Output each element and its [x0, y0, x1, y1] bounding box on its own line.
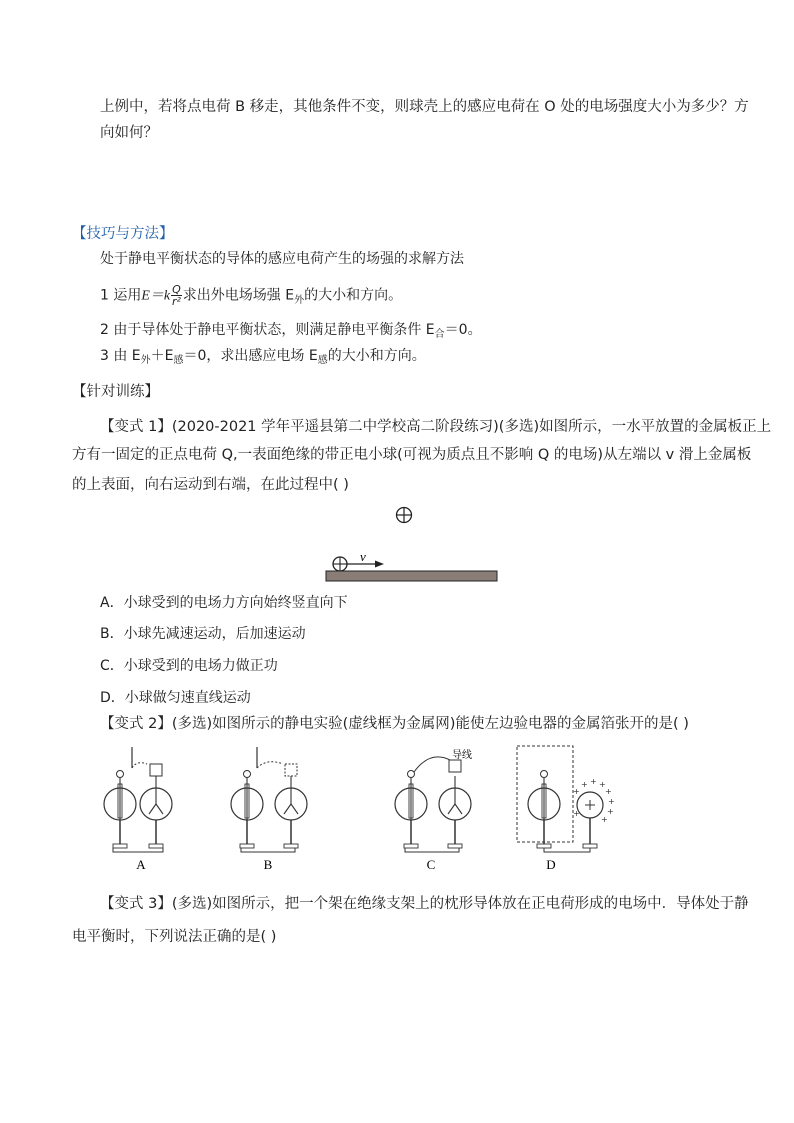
variant-1-line-3: 的上表面，向右运动到右端，在此过程中( ): [72, 477, 349, 493]
label-a: A: [136, 857, 146, 872]
label-b: B: [263, 857, 273, 872]
training-heading: 【针对训练】: [72, 384, 159, 400]
skills-step-2: 2 由于导体处于静电平衡状态，则满足静电平衡条件 $E_合=0$。: [100, 322, 482, 340]
velocity-label: v: [360, 549, 366, 564]
setup-d: [517, 746, 615, 872]
svg-text:+: +: [607, 807, 614, 816]
setup-a: [104, 747, 172, 872]
variant-1-line-2: 方有一固定的正点电荷 Q,一表面绝缘的带正电小球(可视为质点且不影响 Q 的电场)从左端以 v 滑上金属板: [72, 447, 752, 463]
option-d: D．小球做匀速直线运动: [100, 690, 251, 706]
skills-step-3: 3 由 $E_外+E_感=0$，求出感应电场 $E_感$的大小和方向。: [100, 348, 426, 366]
svg-text:+: +: [601, 815, 608, 824]
svg-text:+: +: [608, 797, 615, 806]
question-line-2: 向如何？: [100, 125, 158, 141]
svg-text:+: +: [599, 780, 606, 789]
setup-b: [231, 747, 307, 872]
skills-intro: 处于静电平衡状态的导体的感应电荷产生的场强的求解方法: [100, 251, 464, 267]
svg-text:+: +: [605, 787, 612, 796]
metal-mesh: [517, 746, 573, 842]
label-c: C: [426, 857, 436, 872]
positive-charge-q-icon: [397, 508, 412, 523]
skills-step-1: 1 运用E＝k $\frac{Q}{\text{r²}}$ 求出外电场场强 $E_外$的大小和方向。: [100, 283, 403, 308]
option-c: C．小球受到的电场力做正功: [100, 658, 278, 674]
metal-plate: [326, 571, 497, 581]
variant-3-line-2: 电平衡时，下列说法正确的是( ): [72, 929, 277, 945]
fraction-q-over-r2: $\frac{Q}{\text{r²}}$: [171, 283, 181, 308]
skills-heading: 【技巧与方法】: [72, 226, 174, 242]
option-b: B．小球先减速运动，后加速运动: [100, 626, 306, 642]
label-d: D: [546, 857, 556, 872]
option-a: A．小球受到的电场力方向始终竖直向下: [100, 595, 348, 611]
figure-metal-plate: [320, 502, 520, 582]
question-line-1: 上例中，若将点电荷 B 移走，其他条件不变，则球壳上的感应电荷在 O 处的电场强度大小为多少？方: [100, 99, 749, 115]
svg-text:+: +: [573, 809, 580, 818]
figure-electroscopes: [95, 742, 655, 872]
svg-text:+: +: [573, 787, 580, 796]
svg-text:+: +: [590, 777, 597, 786]
wire-label: 导线: [452, 750, 472, 761]
variant-3-line-1: 【变式 3】(多选)如图所示，把一个架在绝缘支架上的枕形导体放在正电荷形成的电场中．导体处于静: [100, 896, 749, 912]
svg-text:+: +: [581, 780, 588, 789]
setup-c: [395, 748, 472, 872]
charged-ball-icon: [333, 557, 347, 571]
variant-1-line-1: 【变式 1】(2020-2021 学年平遥县第二中学校高二阶段练习)(多选)如图所示，一水平放置的金属板正上: [100, 419, 772, 435]
variant-2-line: 【变式 2】(多选)如图所示的静电实验(虚线框为金属网)能使左边验电器的金属箔张开的是( ): [100, 716, 689, 732]
